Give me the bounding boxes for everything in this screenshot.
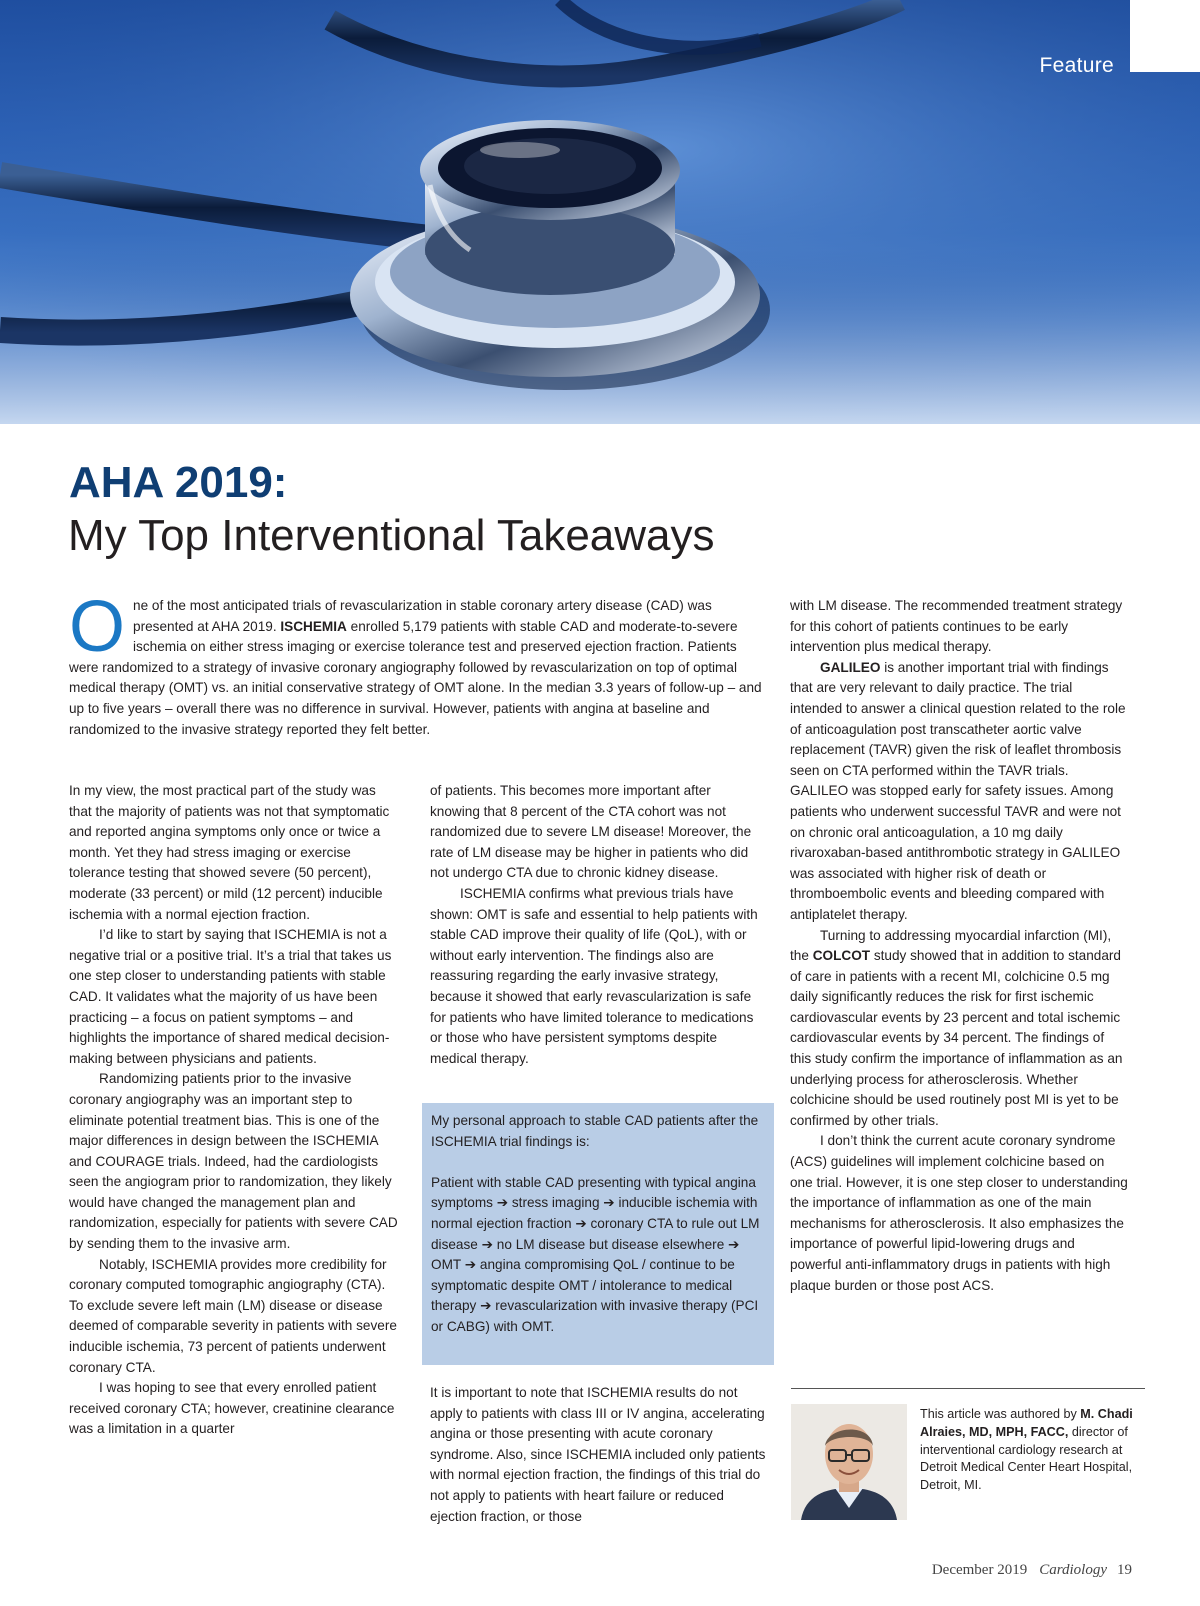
feature-tab-block <box>1130 0 1200 72</box>
callout-heading: My personal approach to stable CAD patients after the ISCHEMIA trial findings is: <box>431 1113 759 1149</box>
lead-paragraph <box>69 587 769 740</box>
author-divider <box>791 1388 1145 1389</box>
body-paragraph: with LM disease. The recommended treatment strategy for this cohort of patients continues to be early intervention plus medical therapy. <box>790 598 1123 655</box>
author-name: M. Chadi Alraies, MD, MPH, FACC, <box>920 1407 1133 1439</box>
body-text: study showed that in addition to standard of care in patients with a recent MI, colchicine 0.5 mg daily significantly reduces the risk for first ischemic cardiovascular events by 23 percent and total ischemic cardiovascular events by 34 percent. The findings of this study confirm the importance of inflammation as an underlying process for atherosclerosis. Whether colchicine should be used routinely post MI is yet to be confirmed by other trials. <box>790 948 1123 1128</box>
body-paragraph: I was hoping to see that every enrolled patient received coronary CTA; however, creatinine clearance was a limitation in a quarter <box>69 1380 395 1437</box>
trial-name-ischemia: ISCHEMIA <box>280 618 347 634</box>
article-column-2-continued <box>430 1383 766 1527</box>
stethoscope-illustration <box>0 0 1200 424</box>
body-text: is another important trial with findings that are very relevant to daily practice. The trial intended to answer a clinical question related to the role of anticoagulation post transcatheter aortic valve replacement (TAVR) given the risk of leaflet thrombosis seen on CTA performed within the TAVR trials. GALILEO was stopped early for safety issues. Among patients who underwent successful TAVR and were not on chronic oral anticoagulation, a 10 mg daily rivaroxaban-based antithrombotic strategy in GALILEO was associated with higher risk of death or thromboembolic events and bleeding compared with antiplatelet therapy. <box>790 659 1126 922</box>
issue-date: December 2019 <box>931 1562 1028 1578</box>
section-label: Feature <box>1039 54 1114 77</box>
body-text: Turning to addressing myocardial infarction (MI), the <box>790 927 1112 964</box>
article-column-2 <box>430 781 764 1069</box>
lead-text-2: enrolled 5,179 patients with stable CAD and moderate-to-severe ischemia on either stress imaging or exercise tolerance test and preserved ejection fraction. Patients were randomized to a strategy of invasive coronary angiography followed by revascularization on top of optimal medical therapy (OMT) vs. an initial conservative strategy of OMT alone. In the median 3.3 years of follow-up – and up to five years – overall there was no difference in survival. However, patients with angina at baseline and randomized to the invasive strategy reported they felt better. <box>69 618 762 737</box>
body-paragraph: Randomizing patients prior to the invasive coronary angiography was an important step to eliminate potential treatment bias. This is one of the major differences in design between the ISCHEMIA and COURAGE trials. Indeed, had the cardiologists seen the angiogram prior to randomization, they likely would have changed the management plan and randomization, especially for patients with severe CAD by sending them to the invasive arm. <box>69 1071 398 1252</box>
dropcap-letter: O <box>69 587 126 667</box>
page-number: 19 <box>1117 1562 1132 1578</box>
body-paragraph <box>790 658 1128 926</box>
headline-subtitle: My Top Interventional Takeaways <box>68 511 715 560</box>
body-paragraph: Notably, ISCHEMIA provides more credibility for coronary computed tomographic angiography (CTA). To exclude severe left main (LM) disease or disease deemed of comparable severity in patients with severe inducible ischemia, 73 percent of patients underwent coronary CTA. <box>69 1256 397 1375</box>
body-paragraph <box>790 926 1128 1132</box>
author-bio-pre: This article was authored by <box>920 1407 1081 1421</box>
author-photo <box>791 1404 907 1520</box>
body-paragraph: I don’t think the current acute coronary syndrome (ACS) guidelines will implement colchicine based on one trial. However, it is one step closer to understanding the importance of inflammation as one of the main mechanisms for atherosclerosis. It also emphasizes the importance of powerful lipid-lowering drugs and powerful anti-inflammatory drugs in patients with high plaque burden or those post ACS. <box>790 1133 1128 1293</box>
article-column-1 <box>69 781 399 1440</box>
author-bio <box>920 1406 1150 1495</box>
article-column-3 <box>790 596 1128 1296</box>
trial-name-galileo: GALILEO <box>820 659 881 675</box>
callout-body: Patient with stable CAD presenting with typical angina symptoms ➔ stress imaging ➔ inducible ischemia with normal ejection fraction ➔ coronary CTA to rule out LM disease ➔ no LM disease but disease elsewhere ➔ OMT ➔ angina compromising QoL / continue to be symptomatic despite OMT / intolerance to medical therapy ➔ revascularization with invasive therapy (PCI or CABG) with OMT. <box>431 1174 760 1334</box>
trial-name-colcot: COLCOT <box>812 948 871 964</box>
callout-box <box>422 1103 774 1365</box>
magazine-name: Cardiology <box>1039 1562 1107 1578</box>
body-paragraph: In my view, the most practical part of the study was that the majority of patients was not that symptomatic and reported angina symptoms only once or twice a month. Yet they had stress imaging or exercise tolerance testing that showed severe (50 percent), moderate (33 percent) or mild (12 percent) inducible ischemia with a normal ejection fraction. <box>69 783 390 922</box>
body-paragraph: ISCHEMIA confirms what previous trials have shown: OMT is safe and essential to help patients with stable CAD improve their quality of life (QoL), with or without early intervention. The findings also are reassuring regarding the early invasive strategy, because it showed that early revascularization is safe for patients who have limited tolerance to medications or those who have persistent symptoms despite medical therapy. <box>430 885 758 1066</box>
author-bio-post: director of interventional cardiology research at Detroit Medical Center Heart Hospital, Detroit, MI. <box>920 1424 1133 1493</box>
headline-event: AHA 2019: <box>69 458 288 507</box>
hero-image-stethoscope <box>0 0 1200 424</box>
page-footer <box>932 1562 1132 1579</box>
body-paragraph: I’d like to start by saying that ISCHEMIA is not a negative trial or a positive trial. It’s a trial that takes us one step closer to understanding patients with stable CAD. It validates what the majority of us have been practicing – a focus on patient symptoms – and highlights the importance of shared medical decision-making between physicians and patients. <box>69 927 392 1066</box>
body-paragraph: of patients. This becomes more important after knowing that 8 percent of the CTA cohort was not randomized due to severe LM disease! Moreover, the rate of LM disease may be higher in patients who did not undergo CTA due to chronic kidney disease. <box>430 783 752 881</box>
lead-text-1: ne of the most anticipated trials of revascularization in stable coronary artery disease (CAD) was presented at AHA 2019. <box>133 598 712 634</box>
body-paragraph: It is important to note that ISCHEMIA results do not apply to patients with class III or IV angina, accelerating angina or those presenting with acute coronary syndrome. Also, since ISCHEMIA included only patients with normal ejection fraction, the findings of this trial do not apply to patients with heart failure or reduced ejection fraction, or those <box>430 1385 766 1524</box>
